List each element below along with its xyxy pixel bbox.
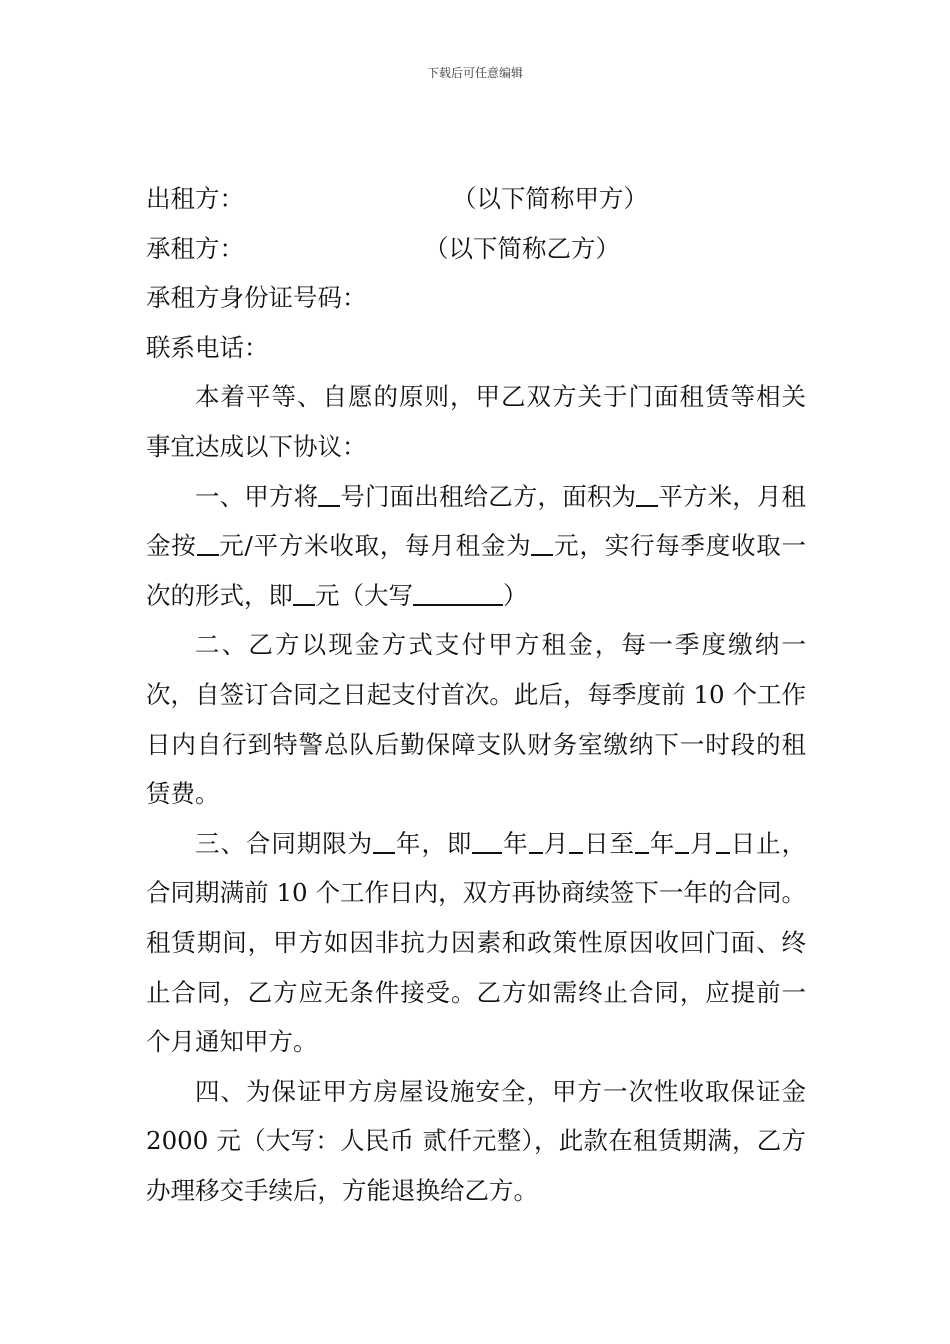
lessor-line	[146, 174, 806, 224]
blank-end-month	[675, 827, 689, 854]
contract-body	[146, 174, 806, 1215]
clause-2: 二、乙方以现金方式支付甲方租金，每一季度缴纳一次，自签订合同之日起支付首次。此后，每季度前 10 个工作日内自行到特警总队后勤保障支队财务室缴纳下一时段的租赁费。	[146, 630, 806, 809]
clause1-part-f: 元（大写	[315, 580, 413, 610]
clause3-part-h: 日止，合同期满前 10 个工作日内，双方再协商续签下一年的合同。租赁期间，甲方如因非抗力因素和政策性原因收回门面、终止合同，乙方应无条件接受。乙方如需终止合同，应提前一个月通知甲方。	[146, 828, 807, 1057]
clause3-part-b: 年，即	[395, 828, 473, 858]
header-note: 下载后可任意编辑	[426, 66, 523, 80]
blank-term-years	[373, 827, 395, 854]
id-number-line: 承租方身份证号码：	[146, 283, 367, 313]
lessor-note: （以下简称甲方）	[452, 184, 648, 213]
blank-start-month	[529, 827, 543, 854]
phone-line: 联系电话：	[146, 332, 269, 362]
clause1-part-a: 一、甲方将	[195, 481, 319, 511]
clause-4: 四、为保证甲方房屋设施安全，甲方一次性收取保证金 2000 元（大写：人民币 贰仟元整），此款在租赁期满，乙方办理移交手续后，方能退换给乙方。	[146, 1076, 806, 1205]
lessee-line	[146, 224, 806, 274]
clause3-part-d: 月	[542, 828, 570, 858]
blank-area	[636, 480, 658, 507]
intro-paragraph: 本着平等、自愿的原则，甲乙双方关于门面租赁等相关事宜达成以下协议：	[146, 382, 806, 461]
clause1-part-c: 平方米，月租金按	[146, 481, 807, 561]
lessee-label: 承租方：	[146, 233, 244, 263]
clause1-part-b: 号门面出租给乙方，面积为	[340, 481, 637, 511]
blank-start-year	[472, 827, 502, 854]
blank-monthly-rent	[531, 530, 553, 557]
blank-amount-in-words	[413, 579, 503, 606]
clause1-part-d: 元/平方米收取，每月租金为	[218, 531, 532, 561]
clause1-part-e: 元，实行每季度收取一次的形式，即	[146, 531, 807, 610]
clause1-part-g: ）	[503, 580, 528, 610]
clause3-part-e: 日至	[583, 828, 635, 858]
blank-unit-price	[197, 530, 219, 557]
clause-1	[146, 472, 806, 621]
blank-end-day	[716, 827, 730, 854]
clause3-part-g: 月	[689, 828, 716, 858]
blank-start-day	[569, 827, 583, 854]
clause3-part-a: 三、合同期限为	[195, 828, 374, 858]
blank-end-year	[635, 827, 649, 854]
lessee-note: （以下简称乙方）	[424, 233, 620, 263]
blank-shop-number	[318, 480, 340, 507]
blank-quarterly-amount	[293, 579, 315, 606]
clause3-part-f: 年	[648, 828, 676, 858]
clause3-part-c: 年	[502, 828, 529, 858]
lessor-label: 出租方：	[146, 184, 244, 213]
clause-3	[146, 819, 806, 1067]
